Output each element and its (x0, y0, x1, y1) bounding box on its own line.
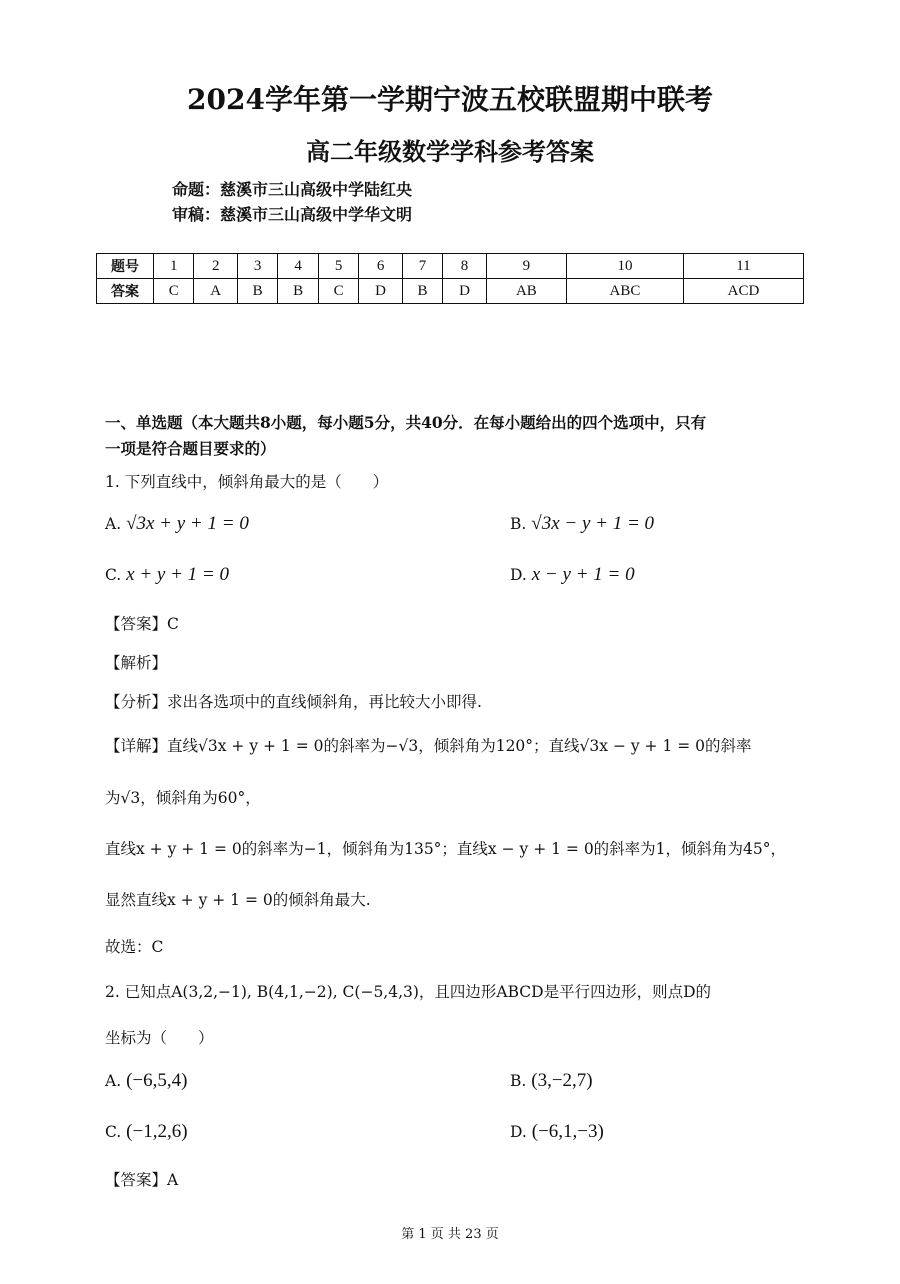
option-text: (−6,1,−3) (531, 1121, 604, 1142)
q1-stem: 1. 下列直线中，倾斜角最大的是（ ） (105, 473, 389, 491)
q1-detail-line: 显然直线x + y + 1 = 0的倾斜角最大. (105, 891, 371, 909)
q1-answer: 【答案】C (105, 615, 179, 633)
option-text: √3x + y + 1 = 0 (126, 513, 249, 534)
row-header: 答案 (97, 279, 154, 304)
option-text: (−1,2,6) (126, 1121, 188, 1142)
document-subtitle: 高二年级数学学科参考答案 (306, 137, 594, 166)
option-label: B. (510, 515, 527, 533)
page-footer: 第 1 页 共 23 页 (401, 1227, 499, 1242)
table-cell: 11 (683, 254, 803, 279)
table-cell: C (154, 279, 194, 304)
table-cell: 10 (566, 254, 683, 279)
q1-detail-line: 为√3，倾斜角为60°， (105, 789, 261, 807)
table-cell: B (402, 279, 442, 304)
option-text: √3x − y + 1 = 0 (531, 513, 655, 534)
table-cell: 2 (194, 254, 238, 279)
q2-option-b (510, 1070, 593, 1092)
option-label: D. (510, 1123, 527, 1141)
q2-answer: 【答案】A (105, 1171, 179, 1189)
table-cell: 5 (318, 254, 358, 279)
table-cell: 4 (278, 254, 318, 279)
option-text: (−6,5,4) (126, 1070, 188, 1091)
q2-option-a (105, 1070, 187, 1092)
option-text: x + y + 1 = 0 (126, 564, 230, 585)
option-label: A. (105, 515, 122, 533)
q1-analysis-tag: 【解析】 (105, 654, 168, 672)
table-cell: B (278, 279, 318, 304)
row-header: 题号 (97, 254, 154, 279)
table-cell: 1 (154, 254, 194, 279)
table-cell: ABC (566, 279, 683, 304)
q1-choice: 故选：C (105, 938, 164, 956)
document-title: 2024学年第一学期宁波五校联盟期中联考 (187, 83, 713, 116)
table-row-answers (97, 279, 804, 304)
author-line: 命题：慈溪市三山高级中学陆红央 (172, 180, 413, 199)
option-label: C. (105, 1123, 122, 1141)
table-cell: AB (486, 279, 566, 304)
option-label: B. (510, 1072, 527, 1090)
option-text: (3,−2,7) (531, 1070, 593, 1091)
table-cell: 6 (359, 254, 403, 279)
table-cell: 8 (443, 254, 487, 279)
q2-stem: 2. 已知点A(3,2,−1), B(4,1,−2), C(−5,4,3)，且四边形ABCD是平行四边形，则点D的 (105, 983, 712, 1001)
table-cell: D (359, 279, 403, 304)
option-label: C. (105, 566, 122, 584)
q1-option-c (105, 564, 229, 586)
q1-detail-line: 直线x + y + 1 = 0的斜率为−1，倾斜角为135°；直线x − y + 1 = 0的斜率为1，倾斜角为45°， (105, 840, 787, 858)
answer-table (96, 253, 804, 304)
table-cell: D (443, 279, 487, 304)
q2-option-c (105, 1121, 188, 1143)
option-label: A. (105, 1072, 122, 1090)
q1-option-b (510, 513, 654, 535)
section-heading: 一、单选题（本大题共8小题，每小题5分，共40分．在每小题给出的四个选项中，只有 (105, 413, 707, 432)
table-cell: B (237, 279, 277, 304)
table-cell: 9 (486, 254, 566, 279)
option-text: x − y + 1 = 0 (531, 564, 635, 585)
option-label: D. (510, 566, 527, 584)
q1-option-d (510, 564, 635, 586)
section-heading-cont: 一项是符合题目要求的） (105, 439, 276, 458)
reviewer-line: 审稿：慈溪市三山高级中学华文明 (172, 205, 413, 224)
table-cell: 3 (237, 254, 277, 279)
q1-detail-line: 【详解】直线√3x + y + 1 = 0的斜率为−√3，倾斜角为120°；直线√3x − y + 1 = 0的斜率 (105, 737, 752, 755)
table-cell: 7 (402, 254, 442, 279)
q1-fenxi: 【分析】求出各选项中的直线倾斜角，再比较大小即得. (105, 693, 482, 711)
q2-stem-cont: 坐标为（ ） (105, 1029, 214, 1047)
table-cell: A (194, 279, 238, 304)
table-cell: C (318, 279, 358, 304)
q2-option-d (510, 1121, 604, 1143)
table-cell: ACD (683, 279, 803, 304)
q1-option-a (105, 513, 249, 535)
table-row-numbers (97, 254, 804, 279)
